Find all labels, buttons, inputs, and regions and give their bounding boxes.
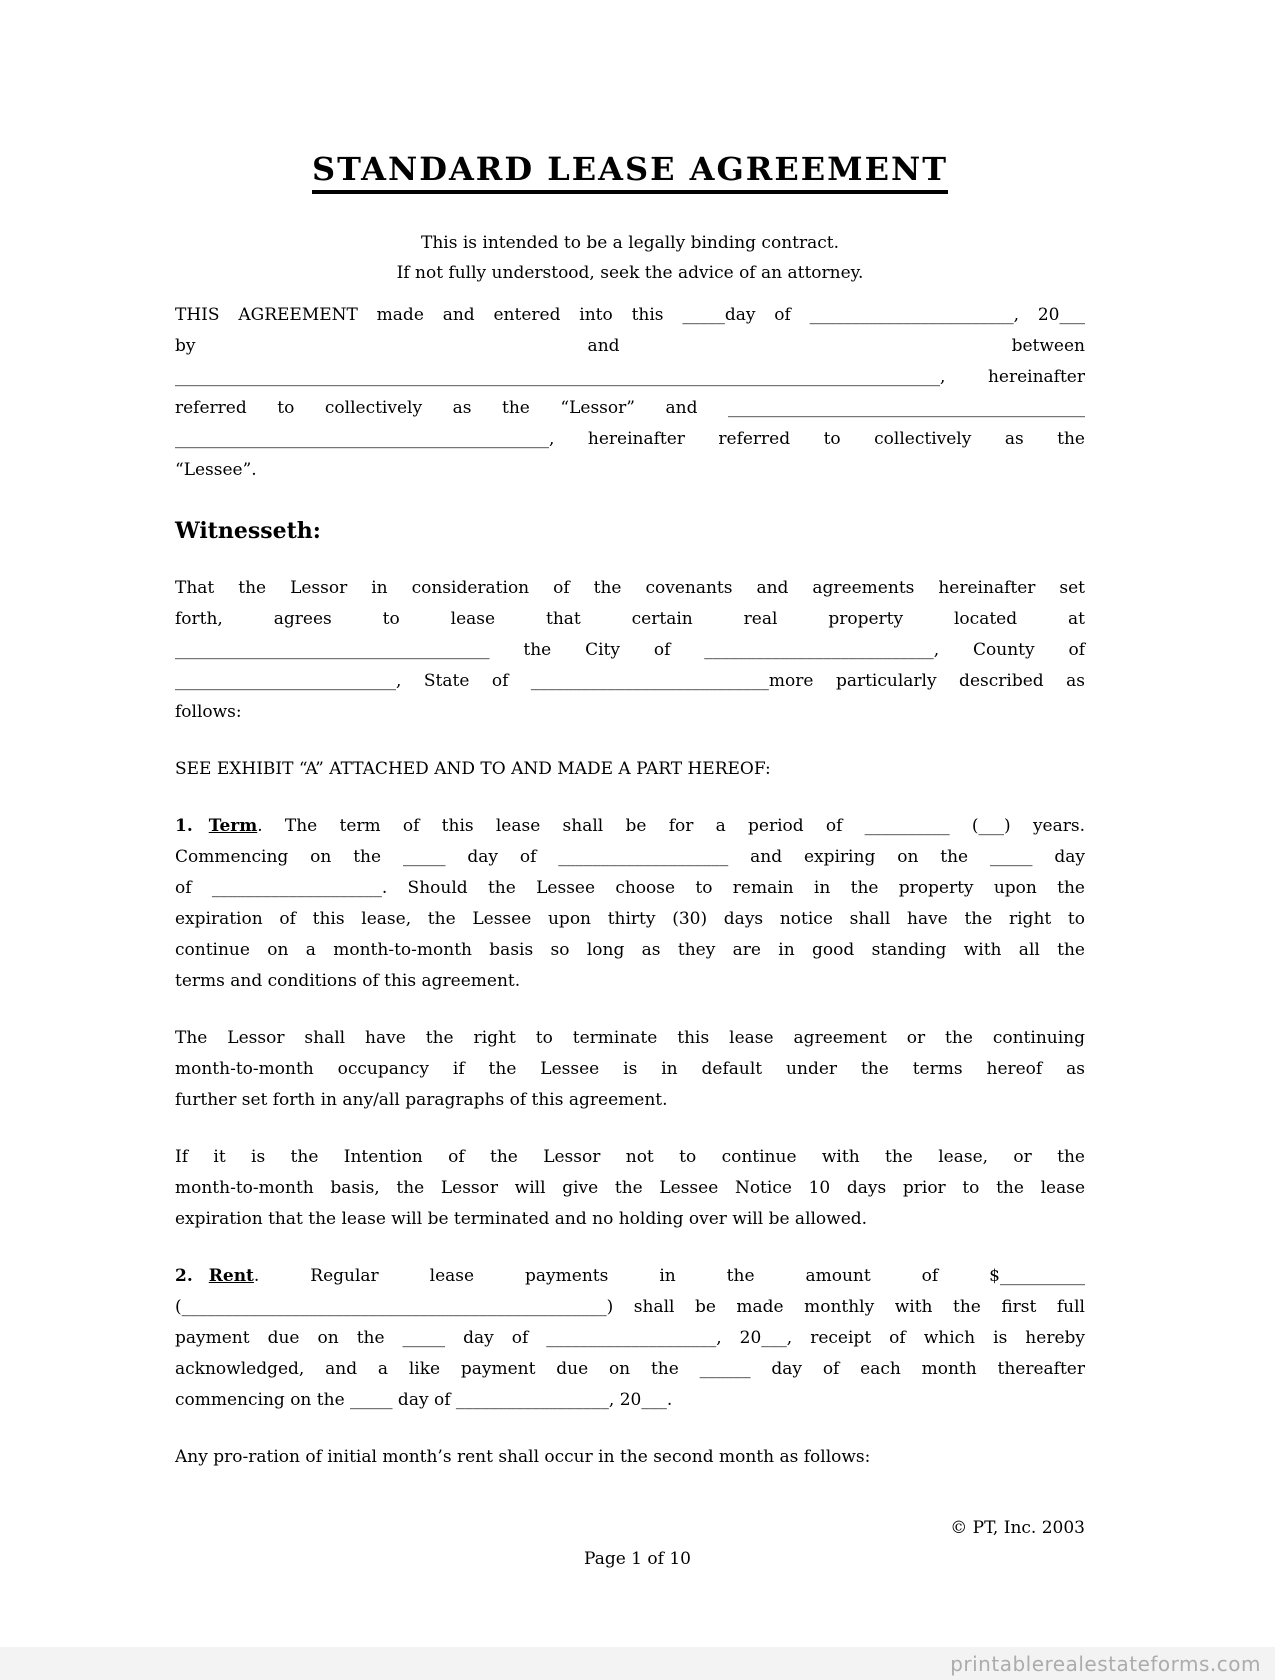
clause-label: Rent	[208, 1266, 254, 1286]
paragraph-line: “Lessee”.	[175, 460, 257, 480]
page-number: Page 1 of 10	[584, 1549, 691, 1569]
exhibit-notice: SEE EXHIBIT “A” ATTACHED AND TO AND MADE A PART HEREOF:	[175, 759, 771, 779]
witnesseth-heading: Witnesseth:	[175, 518, 321, 544]
paragraph-line: further set forth in any/all paragraphs of this agreement.	[175, 1090, 668, 1110]
subtitle	[175, 228, 1085, 288]
paragraph-line: payment due on the _____ day of ____________________, 20___, receipt of which is hereby	[175, 1328, 1085, 1348]
termination-paragraph	[175, 1023, 1085, 1116]
paragraph-line: by and between	[175, 336, 1085, 356]
rent-clause	[175, 1261, 1085, 1416]
subtitle-line: If not fully understood, seek the advice of an attorney.	[396, 263, 864, 283]
watermark-text: printablerealestateforms.com	[950, 1651, 1261, 1676]
paragraph-line: terms and conditions of this agreement.	[175, 971, 521, 991]
paragraph-line: THIS AGREEMENT made and entered into this _____day of ________________________, 20___	[175, 305, 1085, 325]
paragraph-line: Commencing on the _____ day of ____________________ and expiring on the _____ day	[175, 847, 1085, 867]
paragraph-line: continue on a month-to-month basis so long as they are in good standing with all the	[175, 940, 1085, 960]
consideration-paragraph	[175, 573, 1085, 728]
paragraph-line: month-to-month basis, the Lessor will give the Lessee Notice 10 days prior to the lease	[175, 1178, 1085, 1198]
page-title	[175, 150, 1085, 194]
clause-intro-line	[175, 1261, 1085, 1292]
clause-text: . Regular lease payments in the amount of $__________	[253, 1266, 1085, 1286]
paragraph-line: referred to collectively as the “Lessor” and __________________________________________	[175, 398, 1085, 418]
clause-label: Term	[208, 816, 258, 836]
paragraph-line: __________________________, State of ____________________________more particularly described as	[175, 671, 1085, 691]
watermark-bar	[0, 1647, 1275, 1680]
subtitle-line: This is intended to be a legally binding contract.	[420, 233, 839, 253]
paragraph-line: __________________________________________________________________________________________, hereinafter	[175, 367, 1085, 387]
paragraph-line: _____________________________________ the City of ___________________________, County of	[175, 640, 1085, 660]
document-content	[175, 150, 1085, 1544]
term-clause	[175, 811, 1085, 997]
paragraph-line: ____________________________________________, hereinafter referred to collectively as the	[175, 429, 1085, 449]
clause-number: 2.	[175, 1266, 193, 1286]
clause-number: 1.	[175, 816, 193, 836]
paragraph-line: That the Lessor in consideration of the covenants and agreements hereinafter set	[175, 578, 1085, 598]
intention-paragraph	[175, 1142, 1085, 1235]
paragraph-line: acknowledged, and a like payment due on the ______ day of each month thereafter	[175, 1359, 1085, 1379]
opening-paragraph	[175, 300, 1085, 486]
paragraph-line: expiration of this lease, the Lessee upon thirty (30) days notice shall have the right to	[175, 909, 1085, 929]
paragraph-line: of ____________________. Should the Lessee choose to remain in the property upon the	[175, 878, 1085, 898]
paragraph-line: commencing on the _____ day of __________________, 20___.	[175, 1390, 673, 1410]
paragraph-line: The Lessor shall have the right to terminate this lease agreement or the continuing	[175, 1028, 1085, 1048]
clause-intro-line	[175, 811, 1085, 842]
paragraph-line: (__________________________________________________) shall be made monthly with the first full	[175, 1297, 1085, 1317]
paragraph-line: forth, agrees to lease that certain real property located at	[175, 609, 1085, 629]
page-title-text: STANDARD LEASE AGREEMENT	[312, 150, 948, 194]
proration-paragraph: Any pro-ration of initial month’s rent shall occur in the second month as follows:	[175, 1447, 871, 1467]
paragraph-line: If it is the Intention of the Lessor not to continue with the lease, or the	[175, 1147, 1085, 1167]
copyright-notice: © PT, Inc. 2003	[950, 1518, 1085, 1538]
clause-text: . The term of this lease shall be for a period of __________ (___) years.	[257, 816, 1085, 836]
paragraph-line: expiration that the lease will be terminated and no holding over will be allowed.	[175, 1209, 868, 1229]
paragraph-line: follows:	[175, 702, 242, 722]
paragraph-line: month-to-month occupancy if the Lessee is in default under the terms hereof as	[175, 1059, 1085, 1079]
